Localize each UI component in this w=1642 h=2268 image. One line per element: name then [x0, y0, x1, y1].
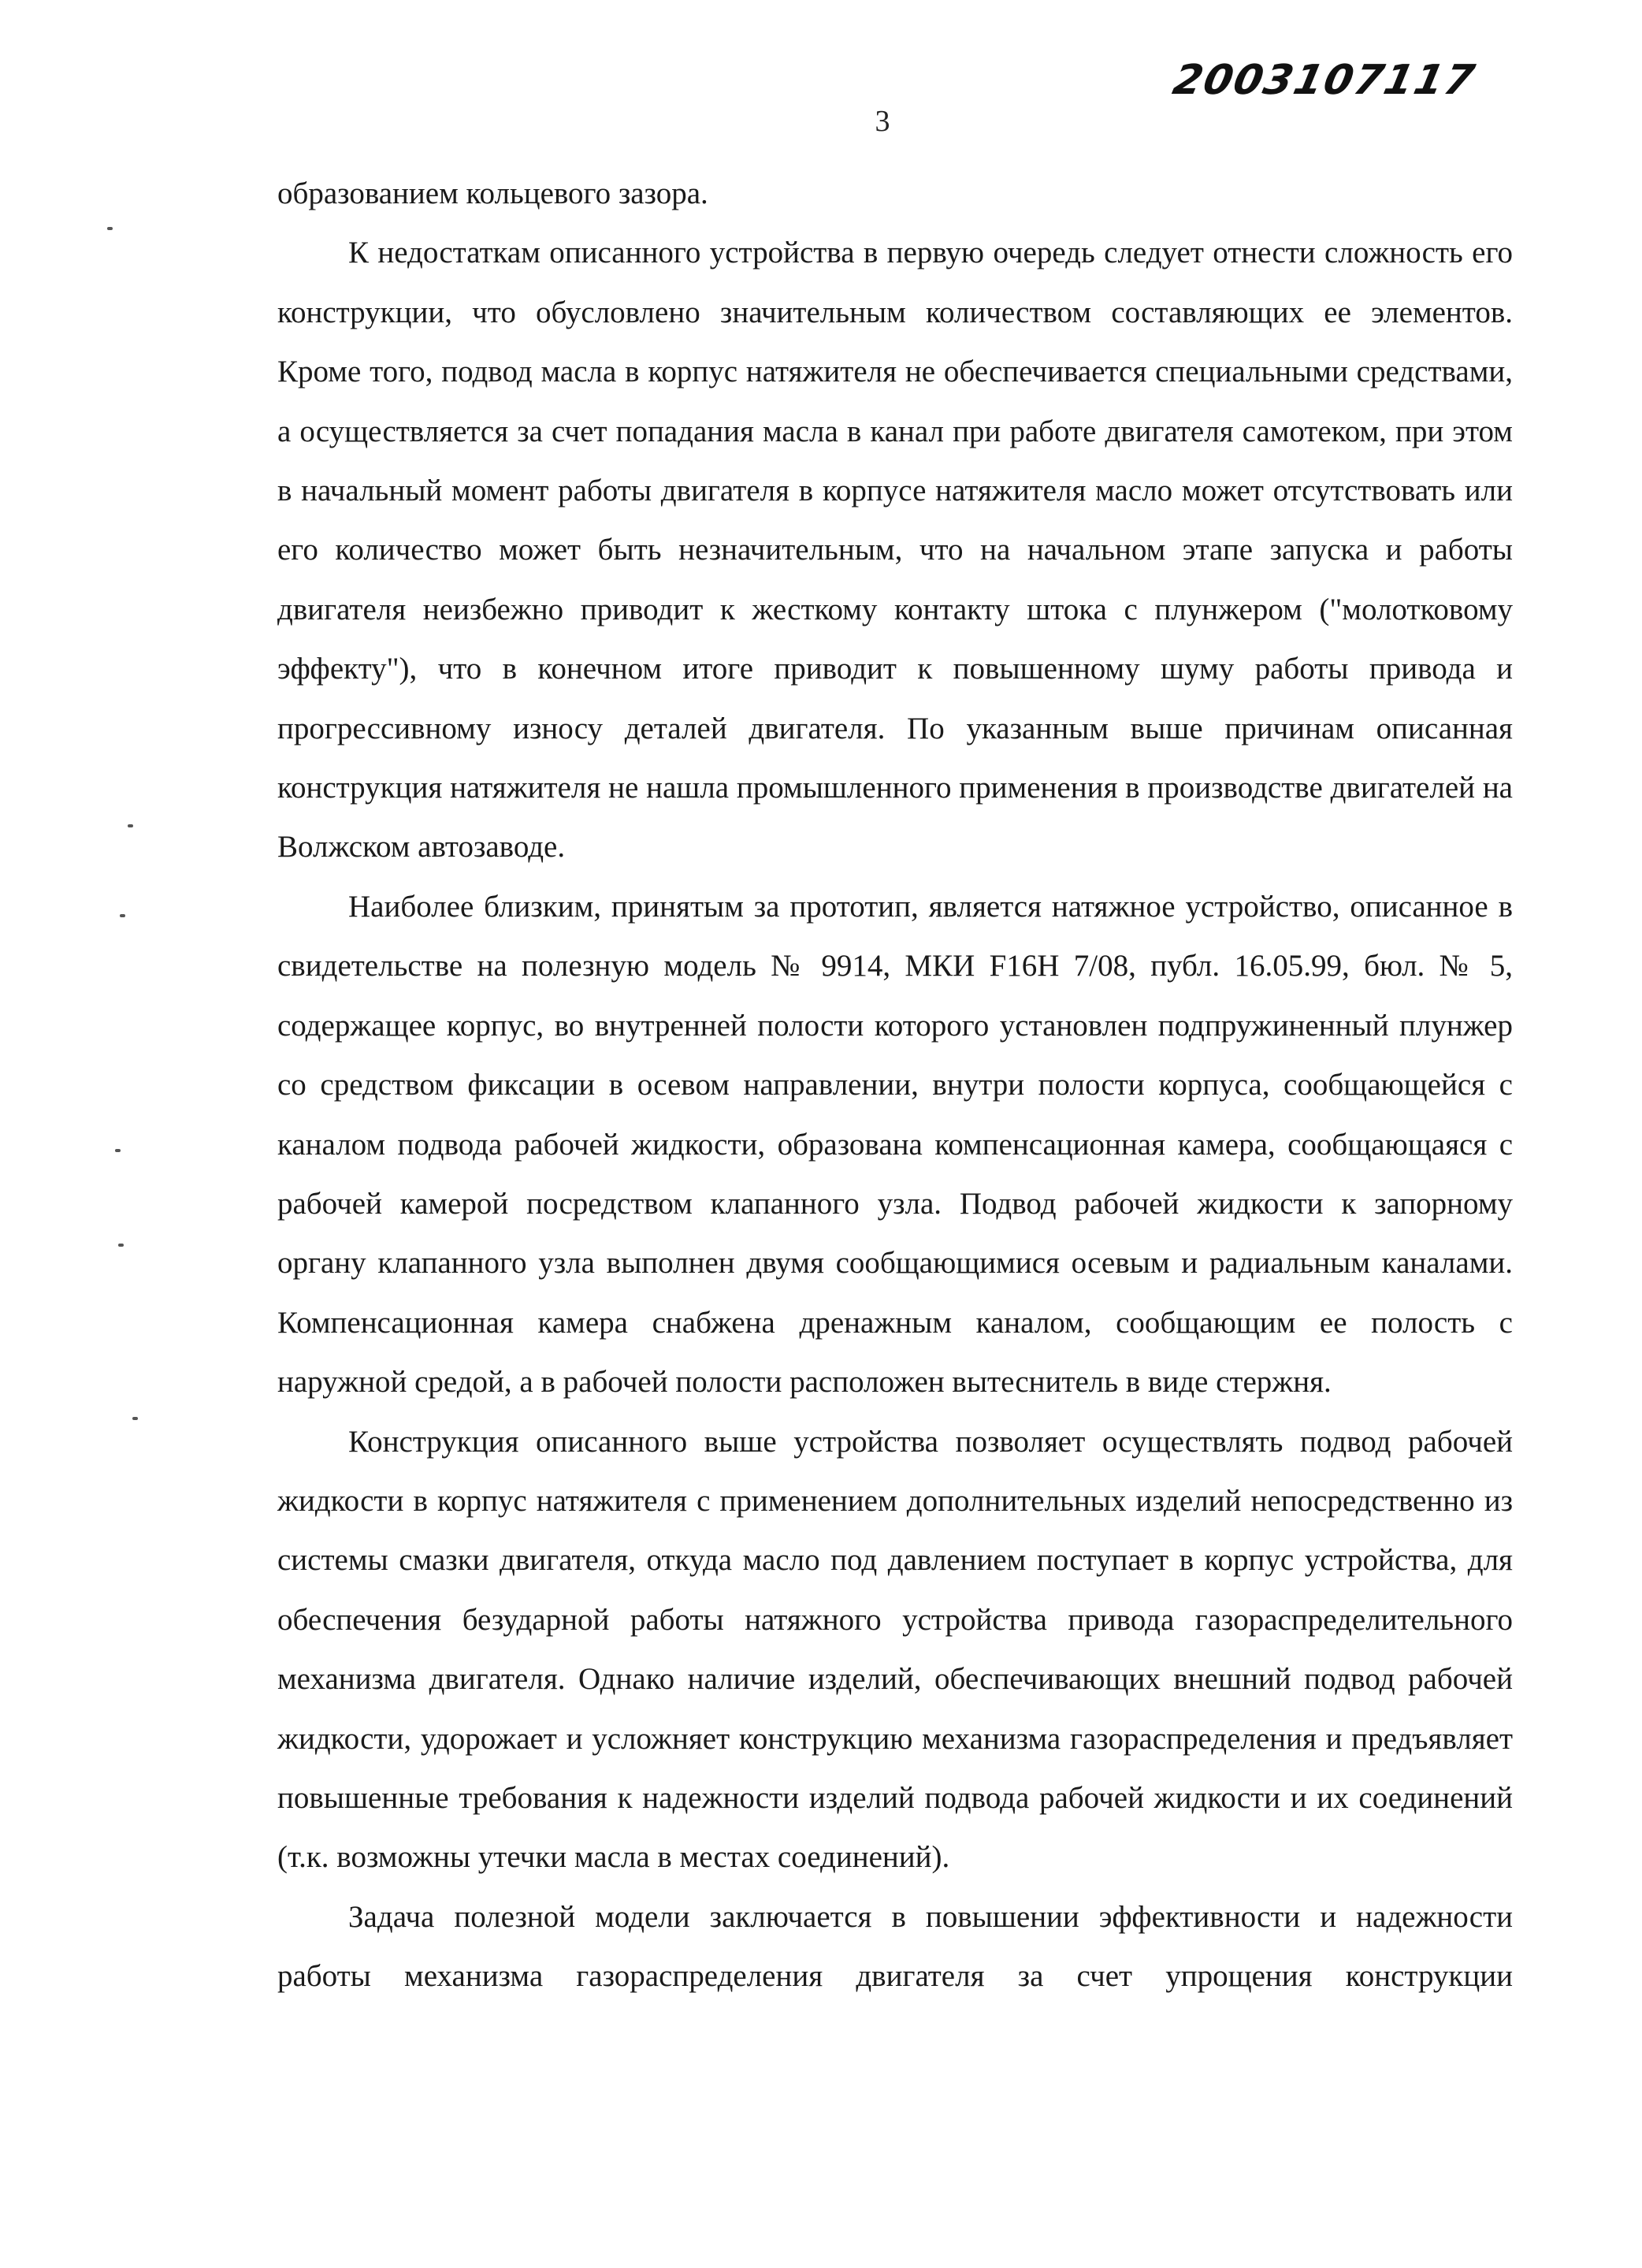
paragraph-1: [277, 164, 1513, 223]
paragraph-5: Задача полезной модели заключается в повышении эффективности и надежности работы механизма газораспределения двигателя за счет упрощения конструкции: [277, 1899, 1513, 1994]
scan-speck: [118, 1244, 124, 1247]
scan-speck: [120, 914, 125, 917]
paragraph-2: К недостаткам описанного устройства в первую очередь следует отнести сложность его конструкции, что обусловлено значительным количеством составляющих ее элементов. Кроме того, подвод масла в корпус натяжителя не обеспечивается специальными средствами, а осуществляется за счет попадания масла в канал при работе двигателя самотеком, при этом в начальный момент работы двигателя в корпусе натяжителя масло может отсутствовать или его количество может быть незначительным, что на начальном этапе запуска и работы двигателя неизбежно приводит к жесткому контакту штока с плунжером ("молотковому эффекту"), что в конечном итоге приводит к повышенному шуму работы привода и прогрессивному износу деталей двигателя. По указанным выше причинам описанная конструкция натяжителя не нашла промышленного применения в производстве двигателей на Волжском автозаводе.: [277, 236, 1513, 864]
paragraph-4: Конструкция описанного выше устройства позволяет осуществлять подвод рабочей жидкости в корпус натяжителя с применением дополнительных изделий непосредственно из системы смазки двигателя, откуда масло под давлением поступает в корпус устройства, для обеспечения безударной работы натяжного устройства привода газораспределительного механизма двигателя. Однако наличие изделий, обеспечивающих внешний подвод рабочей жидкости, удорожает и усложняет конструкцию механизма газораспределения и предъявляет повышенные требования к надежности изделий подвода рабочей жидкости и их соединений (т.к. возможны утечки масла в местах соединений).: [277, 1424, 1513, 1875]
scan-speck: [115, 1149, 121, 1152]
scan-speck: [128, 824, 133, 827]
scan-speck: [107, 227, 113, 230]
page-number: 3: [875, 105, 890, 138]
scan-speck: [132, 1417, 138, 1420]
paragraph-3: Наиболее близким, принятым за прототип, является натяжное устройство, описанное в свидетельстве на полезную модель № 9914, МКИ F16H 7/08, публ. 16.05.99, бюл. № 5, содержащее корпус, во внутренней полости которого установлен подпружиненный плунжер со средством фиксации в осевом направлении, внутри полости корпуса, сообщающейся с каналом подвода рабочей жидкости, образована компенсационная камера, сообщающаяся с рабочей камерой посредством клапанного узла. Подвод рабочей жидкости к запорному органу клапанного узла выполнен двумя сообщающимися осевым и радиальным каналами. Компенсационная камера снабжена дренажным каналом, сообщающим ее полость с наружной средой, а в рабочей полости расположен вытеснитель в виде стержня.: [277, 889, 1513, 1400]
body-text: [277, 164, 1513, 2006]
handwritten-document-number: 2003107117: [1168, 57, 1480, 104]
paragraph-1-text: образованием кольцевого зазора.: [277, 177, 708, 210]
